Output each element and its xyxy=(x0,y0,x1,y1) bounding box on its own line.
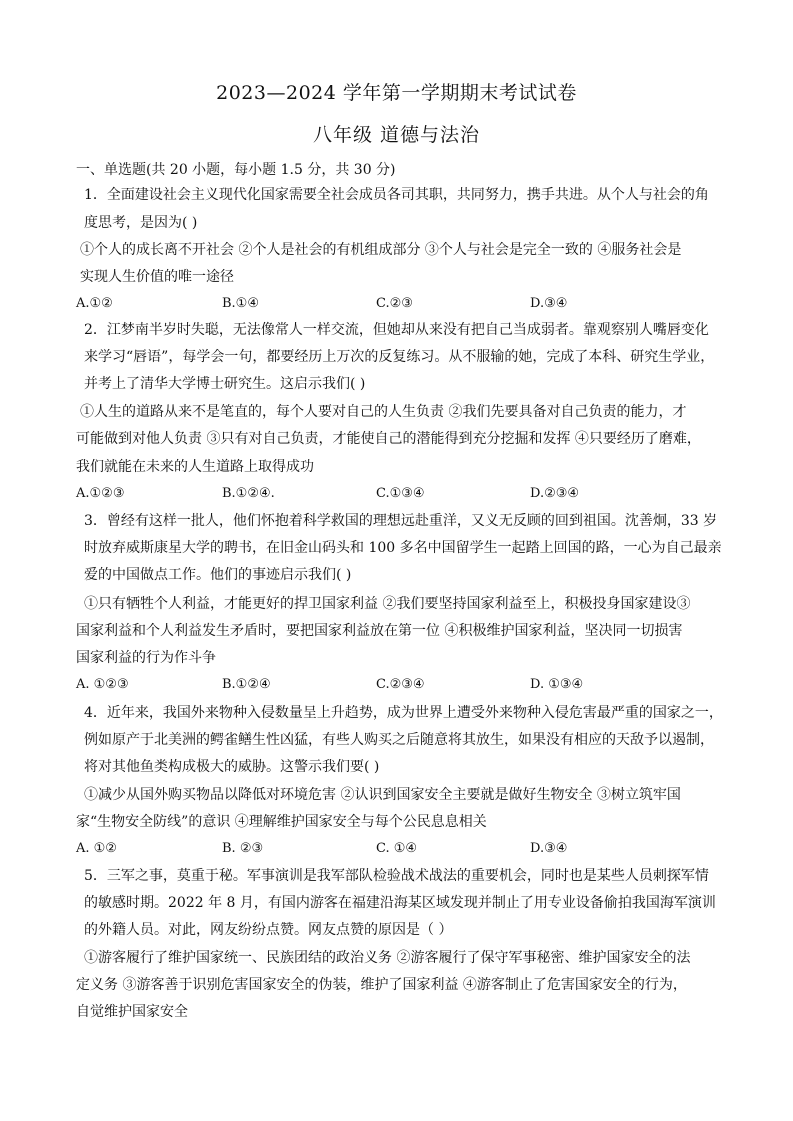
option-c: C.②③ xyxy=(376,296,413,311)
question-1-line: ①个人的成长离不开社会 ②个人是社会的有机组成部分 ③个人与社会是完全一致的 ④服务社会是 xyxy=(80,242,682,258)
question-3-line: 时放弃威斯康星大学的聘书，在旧金山码头和 100 多名中国留学生一起踏上回国的路，一心为自己最亲 xyxy=(84,540,722,556)
option-a: A. ①②③ xyxy=(76,677,129,692)
question-1-line: 实现人生价值的唯一途径 xyxy=(80,269,234,285)
option-b: B.①④ xyxy=(222,296,259,311)
question-4-line: 家“生物安全防线”的意识 ④理解维护国家安全与每个公民息息相关 xyxy=(76,814,487,830)
option-a: A.①② xyxy=(76,296,113,311)
question-5-line: ①游客履行了维护国家统一、民族团结的政治义务 ②游客履行了保守军事秘密、维护国家安全的法 xyxy=(84,950,691,966)
question-1-line: 1．全面建设社会主义现代化国家需要全社会成员各司其职，共同努力，携手共进。从个人与社会的角 xyxy=(84,187,709,203)
question-5-line: 5．三军之事，莫重于秘。军事演训是我军部队检验战术战法的重要机会，同时也是某些人员刺探军情 xyxy=(84,868,709,884)
question-4-line: ①减少从国外购买物品以降低对环境危害 ②认识到国家安全主要就是做好生物安全 ③树立筑牢国 xyxy=(84,787,681,803)
question-5-line: 定义务 ③游客善于识别危害国家安全的伪装，维护了国家利益 ④游客制止了危害国家安全的行为， xyxy=(76,977,687,993)
question-5-line: 的敏感时期。2022 年 8 月，有国内游客在福建沿海某区域发现并制止了用专业设备偷拍我国海军演训 xyxy=(84,895,716,911)
question-2-line: 并考上了清华大学博士研究生。这启示我们( ) xyxy=(84,376,366,392)
question-5-line: 自觉维护国家安全 xyxy=(76,1004,188,1020)
question-4-line: 4．近年来，我国外来物种入侵数量呈上升趋势，成为世界上遭受外来物种入侵危害最严重的国家之一， xyxy=(84,705,723,721)
option-d: D. ①③④ xyxy=(530,677,584,692)
exam-subtitle: 八年级 道德与法治 xyxy=(312,124,481,146)
option-d: D.③④ xyxy=(530,296,568,311)
option-d: D.③④ xyxy=(530,841,568,856)
option-c: C.①③④ xyxy=(376,486,425,501)
question-2-line: 我们就能在未来的人生道路上取得成功 xyxy=(76,459,314,475)
question-4-line: 将对其他鱼类构成极大的威胁。这警示我们要( ) xyxy=(84,759,380,775)
question-3-line: ①只有牺牲个人利益，才能更好的捍卫国家利益 ②我们要坚持国家利益至上，积极投身国家建设③ xyxy=(84,596,691,612)
question-3-line: 国家利益的行为作斗争 xyxy=(76,650,216,666)
option-c: C. ①④ xyxy=(376,841,418,856)
question-3-line: 3．曾经有这样一批人，他们怀抱着科学救国的理想远赴重洋，又义无反顾的回到祖国。沈善炯，33 岁 xyxy=(84,513,718,529)
question-3-line: 国家利益和个人利益发生矛盾时，要把国家利益放在第一位 ④积极维护国家利益，坚决同一切损害 xyxy=(76,623,683,639)
option-c: C.②③④ xyxy=(376,677,425,692)
question-5-line: 的外籍人员。对此，网友纷纷点赞。网友点赞的原因是（ ） xyxy=(84,922,453,938)
question-2-line: 可能做到对他人负责 ③只有对自己负责，才能使自己的潜能得到充分挖掘和发挥 ④只要经历了磨难， xyxy=(76,431,701,447)
question-4-line: 例如原产于北美洲的鳄雀鳝生性凶猛，有些人购买之后随意将其放生，如果没有相应的天敌予以遏制， xyxy=(84,732,714,748)
section-heading: 一、单选题(共 20 小题，每小题 1.5 分，共 30 分) xyxy=(76,162,396,178)
question-3-line: 爱的中国做点工作。他们的事迹启示我们( ) xyxy=(84,567,352,583)
option-b: B. ②③ xyxy=(222,841,264,856)
exam-title: 2023—2024 学年第一学期期末考试试卷 xyxy=(216,82,577,104)
question-1-line: 度思考，是因为( ) xyxy=(84,215,198,231)
option-b: B.①②④ xyxy=(222,677,271,692)
question-2-line: ①人生的道路从来不是笔直的，每个人要对自己的人生负责 ②我们先要具备对自己负责的能力，才 xyxy=(80,404,687,420)
question-2-line: 2．江梦南半岁时失聪，无法像常人一样交流，但她却从来没有把自己当成弱者。靠观察别人嘴唇变化 xyxy=(84,322,709,338)
question-2-line: 来学习“唇语”，每学会一句，都要经历上万次的反复练习。从不服输的她，完成了本科、研究生学业， xyxy=(84,349,715,365)
option-b: B.①②④. xyxy=(222,486,275,501)
option-a: A.①②③ xyxy=(76,486,125,501)
option-d: D.②③④ xyxy=(530,486,580,501)
option-a: A. ①② xyxy=(76,841,117,856)
